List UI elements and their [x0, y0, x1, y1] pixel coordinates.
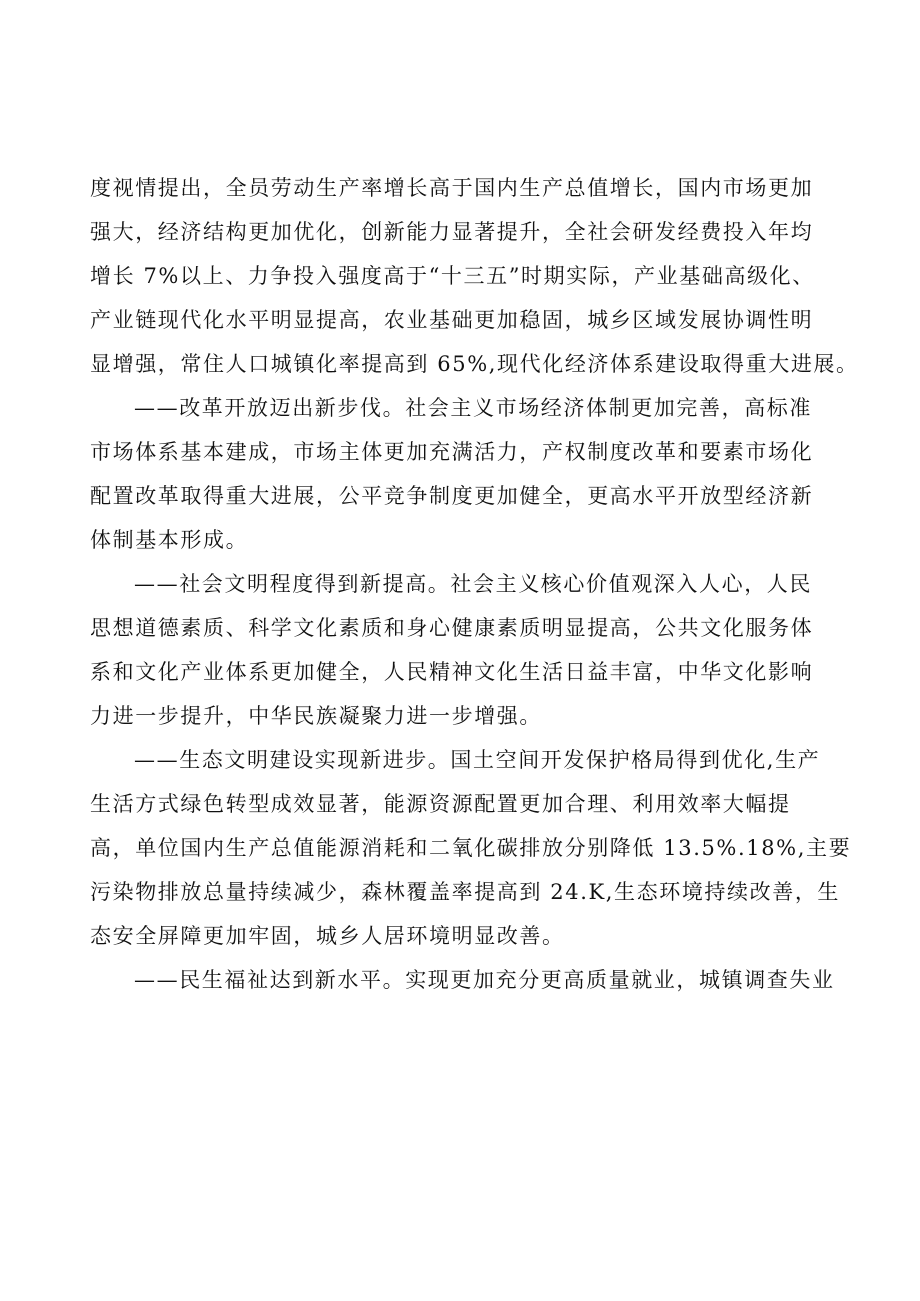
paragraph-line: ——改革开放迈出新步伐。社会主义市场经济体制更加完善，高标准: [134, 396, 812, 420]
paragraph-line: 度视情提出，全员劳动生产率增长高于国内生产总值增长，国内市场更加: [90, 176, 814, 200]
paragraph-line: ——民生福祉达到新水平。实现更加充分更高质量就业，城镇调查失业: [134, 968, 835, 992]
paragraph-line: 思想道德素质、科学文化素质和身心健康素质明显提高，公共文化服务体: [90, 616, 814, 640]
paragraph-line: 强大，经济结构更加优化，创新能力显著提升，全社会研发经费投入年均: [90, 220, 814, 244]
paragraph-line: 配置改革取得重大进展，公平竞争制度更加健全，更高水平开放型经济新: [90, 484, 814, 508]
paragraph-line: 市场体系基本建成，市场主体更加充满活力，产权制度改革和要素市场化: [90, 440, 814, 464]
paragraph-line: 体制基本形成。: [90, 528, 249, 552]
paragraph-line: 生活方式绿色转型成效显著，能源资源配置更加合理、利用效率大幅提: [90, 792, 791, 816]
paragraph-line: 力进一步提升，中华民族凝聚力进一步增强。: [90, 704, 542, 728]
paragraph-line: 系和文化产业体系更加健全，人民精神文化生活日益丰富，中华文化影响: [90, 660, 814, 684]
paragraph-line: 污染物排放总量持续减少，森林覆盖率提高到 24.K,生态环境持续改善，生: [90, 880, 841, 904]
paragraph-line: 显增强，常住人口城镇化率提高到 65%,现代化经济体系建设取得重大进展。: [90, 352, 859, 376]
paragraph-line: 态安全屏障更加牢固，城乡人居环境明显改善。: [90, 924, 565, 948]
document-body: [90, 166, 880, 1002]
paragraph-line: ——生态文明建设实现新进步。国土空间开发保护格局得到优化,生产: [134, 748, 821, 772]
paragraph-line: 增长 7%以上、力争投入强度高于“十三五”时期实际，产业基础高级化、: [90, 264, 815, 288]
paragraph-line: ——社会文明程度得到新提高。社会主义核心价值观深入人心，人民: [134, 572, 812, 596]
paragraph-line: 高，单位国内生产总值能源消耗和二氧化碳排放分别降低 13.5%.18%,主要: [90, 836, 852, 860]
paragraph-line: 产业链现代化水平明显提高，农业基础更加稳固，城乡区域发展协调性明: [90, 308, 814, 332]
